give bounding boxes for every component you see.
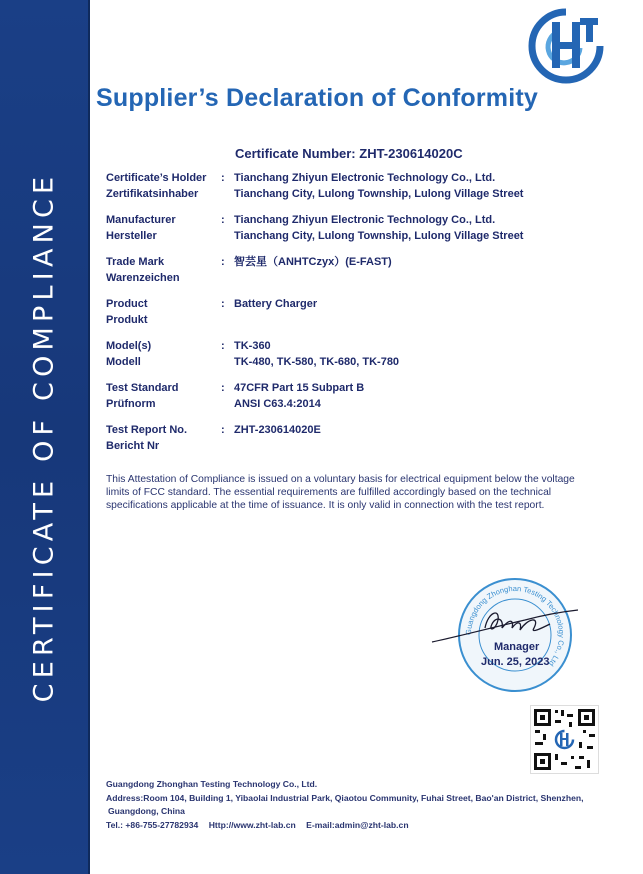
certificate-fields xyxy=(106,170,606,464)
field-value: Tianchang Zhiyun Electronic Technology Co., Ltd. xyxy=(234,172,496,184)
field-value: TK-360 xyxy=(234,340,271,352)
footer-address-line2: Guangdong, China xyxy=(108,806,185,816)
attestation-notice: This Attestation of Compliance is issued on a voluntary basis for electrical equipment below the voltage limits of FCC standard. The essential requirements are fulfilled accordingly based on the technical specifications applicable at the time of issuance. It is only valid in connection with the test report. xyxy=(106,474,575,511)
field-label-de: Prüfnorm xyxy=(106,398,156,410)
footer-address: Address:Room 104, Building 1, Yibaolai Industrial Park, Qiaotou Community, Fuhai Street, Bao'an District, Shenzhen, xyxy=(106,792,584,803)
field-label: Product xyxy=(106,298,148,310)
field-value: 智芸星（ANHTCzyx）(E-FAST) xyxy=(234,256,392,268)
field-test-report xyxy=(106,422,606,464)
field-trade-mark xyxy=(106,254,606,296)
field-value: Tianchang City, Lulong Township, Lulong Village Street xyxy=(234,230,524,242)
field-value: Tianchang Zhiyun Electronic Technology Co., Ltd. xyxy=(234,214,496,226)
footer-company: Guangdong Zhonghan Testing Technology Co., Ltd. xyxy=(106,779,318,789)
signature-date: Jun. 25, 2023 xyxy=(481,656,550,668)
field-certificate-holder xyxy=(106,170,606,204)
field-manufacturer xyxy=(106,212,606,254)
field-label: Test Standard xyxy=(106,382,179,394)
side-band-text: CERTIFICATE OF COMPLIANCE xyxy=(28,171,60,703)
field-separator: : xyxy=(221,172,225,184)
field-label: Test Report No. xyxy=(106,424,188,436)
zht-logo-icon xyxy=(528,8,604,84)
field-label: Manufacturer xyxy=(106,214,176,226)
signatory-title: Manager xyxy=(494,641,540,653)
certificate-number: Certificate Number: ZHT-230614020C xyxy=(235,146,463,161)
field-value: Tianchang City, Lulong Township, Lulong Village Street xyxy=(234,188,524,200)
field-value: Battery Charger xyxy=(234,298,318,310)
field-separator: : xyxy=(221,256,225,268)
footer-email-link[interactable]: E-mail:admin@zht-lab.cn xyxy=(306,819,409,830)
field-value: 47CFR Part 15 Subpart B xyxy=(234,382,365,394)
footer-tel: Tel.: +86-755-27782934 xyxy=(106,819,199,830)
field-separator: : xyxy=(221,340,225,352)
field-models xyxy=(106,338,606,380)
footer xyxy=(106,778,606,832)
field-value: ZHT-230614020E xyxy=(234,424,321,436)
qr-code-icon xyxy=(530,705,599,774)
page-title: Supplier’s Declaration of Conformity xyxy=(96,84,538,112)
field-label-de: Modell xyxy=(106,356,141,368)
field-value: ANSI C63.4:2014 xyxy=(234,398,321,410)
field-separator: : xyxy=(221,382,225,394)
svg-text:Guangdong Zhonghan Testing Tec: Guangdong Zhonghan Testing Technology Co., Ltd xyxy=(463,583,567,668)
field-separator: : xyxy=(221,424,225,436)
footer-website-link[interactable]: Http://www.zht-lab.cn xyxy=(208,819,296,830)
side-band xyxy=(0,0,90,874)
field-value: TK-480, TK-580, TK-680, TK-780 xyxy=(234,356,400,368)
field-label: Trade Mark xyxy=(106,256,165,268)
field-label-de: Hersteller xyxy=(106,230,157,242)
field-test-standard xyxy=(106,380,606,422)
field-product xyxy=(106,296,606,338)
field-label-de: Warenzeichen xyxy=(106,272,180,284)
field-label-de: Bericht Nr xyxy=(106,440,160,452)
field-separator: : xyxy=(221,214,225,226)
field-label-de: Produkt xyxy=(106,314,148,326)
field-label-de: Zertifikatsinhaber xyxy=(106,188,199,200)
field-label: Model(s) xyxy=(106,340,152,352)
field-separator: : xyxy=(221,298,225,310)
field-label: Certificate’s Holder xyxy=(106,172,207,184)
footer-contacts xyxy=(106,819,606,833)
